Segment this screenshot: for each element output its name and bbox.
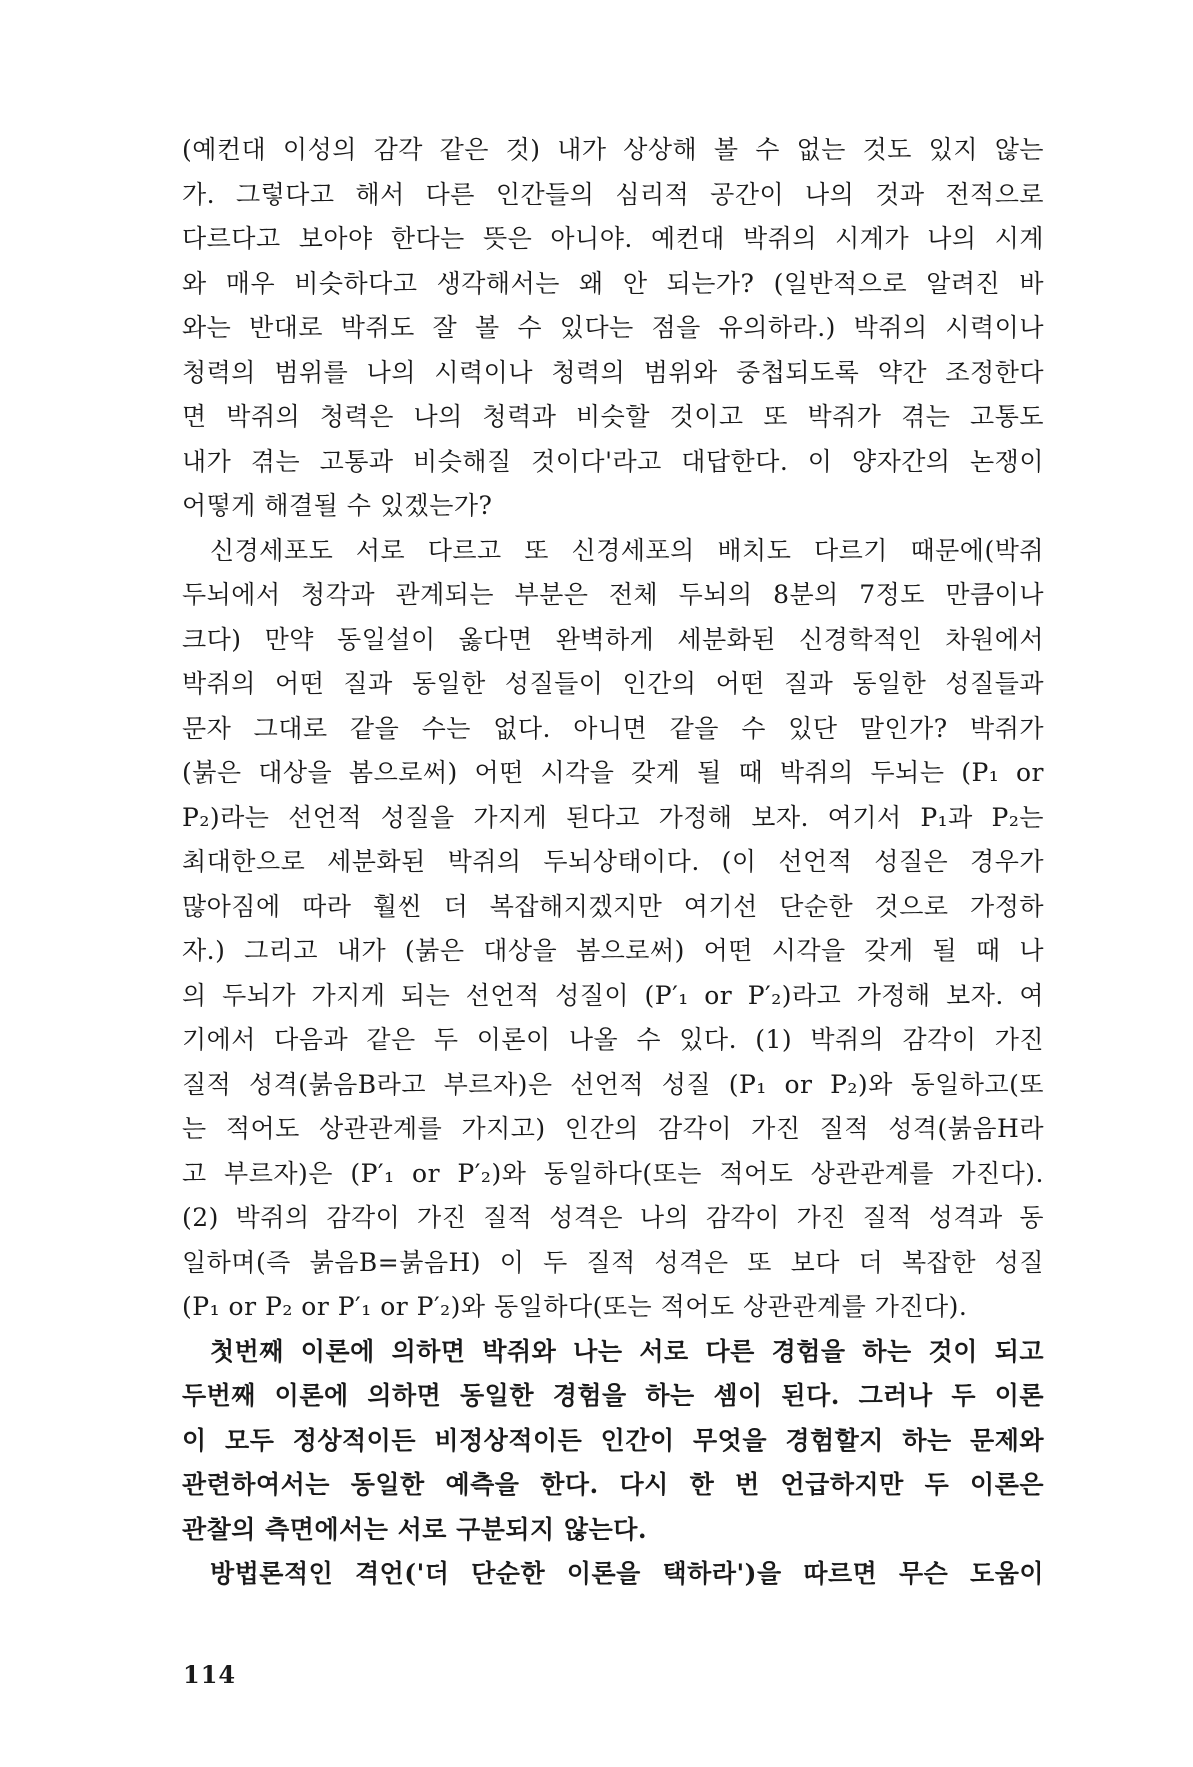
text-line: (붉은 대상을 봄으로써) 어떤 시각을 갖게 될 때 박쥐의 두뇌는 (P₁ or <box>182 758 1044 787</box>
text-line: 문자 그대로 같을 수는 없다. 아니면 같을 수 있단 말인가? 박쥐가 <box>182 713 1044 743</box>
text-line: 자.) 그리고 내가 (붉은 대상을 봄으로써) 어떤 시각을 갖게 될 때 나 <box>182 936 1044 965</box>
text-line: 관찰의 측면에서는 서로 구분되지 않는다. <box>182 1514 648 1544</box>
text-line: 이 모두 정상적이든 비정상적이든 인간이 무엇을 경험할지 하는 문제와 <box>182 1425 1044 1455</box>
text-line: 두번째 이론에 의하면 동일한 경험을 하는 셈이 된다. 그러나 두 이론 <box>182 1381 1044 1410</box>
text-line: 청력의 범위를 나의 시력이나 청력의 범위와 중첩되도록 약간 조정한다 <box>182 357 1044 387</box>
text-line: 최대한으로 세분화된 박쥐의 두뇌상태이다. (이 선언적 성질은 경우가 <box>182 847 1044 876</box>
text-line: 면 박쥐의 청력은 나의 청력과 비슷할 것이고 또 박쥐가 겪는 고통도 <box>182 402 1044 431</box>
text-line: 다르다고 보아야 한다는 뜻은 아니야. 예컨대 박쥐의 시계가 나의 시계 <box>182 224 1044 253</box>
text-line: 방법론적인 격언('더 단순한 이론을 택하라')을 따르면 무슨 도움이 <box>210 1559 1044 1588</box>
text-line: 는 적어도 상관관계를 가지고) 인간의 감각이 가진 질적 성격(붉음H라 <box>182 1114 1044 1143</box>
body-text <box>182 128 1044 1597</box>
text-line: 크다) 만약 동일설이 옳다면 완벽하게 세분화된 신경학적인 차원에서 <box>182 624 1044 654</box>
text-line: 의 두뇌가 가지게 되는 선언적 성질이 (P′₁ or P′₂)라고 가정해 보자. 여 <box>182 980 1044 1010</box>
text-line: 두뇌에서 청각과 관계되는 부분은 전체 두뇌의 8분의 7정도 만큼이나 <box>182 580 1044 609</box>
text-line: 질적 성격(붉음B라고 부르자)은 선언적 성질 (P₁ or P₂)와 동일하고(또 <box>182 1069 1044 1099</box>
text-line: (P₁ or P₂ or P′₁ or P′₂)와 동일하다(또는 적어도 상관관계를 가진다). <box>182 1292 968 1321</box>
text-line: (2) 박쥐의 감각이 가진 질적 성격은 나의 감각이 가진 질적 성격과 동 <box>182 1203 1044 1232</box>
text-line: 기에서 다음과 같은 두 이론이 나올 수 있다. (1) 박쥐의 감각이 가진 <box>182 1025 1044 1054</box>
text-line: P₂)라는 선언적 성질을 가지게 된다고 가정해 보자. 여기서 P₁과 P₂는 <box>182 802 1044 832</box>
text-line: 어떻게 해결될 수 있겠는가? <box>182 491 493 520</box>
text-line: 관련하여서는 동일한 예측을 한다. 다시 한 번 언급하지만 두 이론은 <box>182 1470 1044 1499</box>
text-line: 내가 겪는 고통과 비슷해질 것이다'라고 대답한다. 이 양자간의 논쟁이 <box>182 446 1044 476</box>
page-number: 114 <box>183 1660 237 1689</box>
text-line: (예컨대 이성의 감각 같은 것) 내가 상상해 볼 수 없는 것도 있지 않는 <box>182 135 1044 164</box>
text-line: 가. 그렇다고 해서 다른 인간들의 심리적 공간이 나의 것과 전적으로 <box>182 179 1044 209</box>
text-line: 첫번째 이론에 의하면 박쥐와 나는 서로 다른 경험을 하는 것이 되고 <box>210 1336 1044 1366</box>
text-line: 와 매우 비슷하다고 생각해서는 왜 안 되는가? (일반적으로 알려진 바 <box>182 268 1044 298</box>
text-line: 신경세포도 서로 다르고 또 신경세포의 배치도 다르기 때문에(박쥐 <box>210 535 1044 565</box>
text-line: 와는 반대로 박쥐도 잘 볼 수 있다는 점을 유의하라.) 박쥐의 시력이나 <box>182 313 1044 342</box>
text-line: 많아짐에 따라 훨씬 더 복잡해지겠지만 여기선 단순한 것으로 가정하 <box>182 891 1044 921</box>
text-line: 박쥐의 어떤 질과 동일한 성질들이 인간의 어떤 질과 동일한 성질들과 <box>182 669 1044 698</box>
text-line: 고 부르자)은 (P′₁ or P′₂)와 동일하다(또는 적어도 상관관계를 가진다). <box>182 1158 1044 1188</box>
text-line: 일하며(즉 붉음B=붉음H) 이 두 질적 성격은 또 보다 더 복잡한 성질 <box>182 1247 1044 1277</box>
